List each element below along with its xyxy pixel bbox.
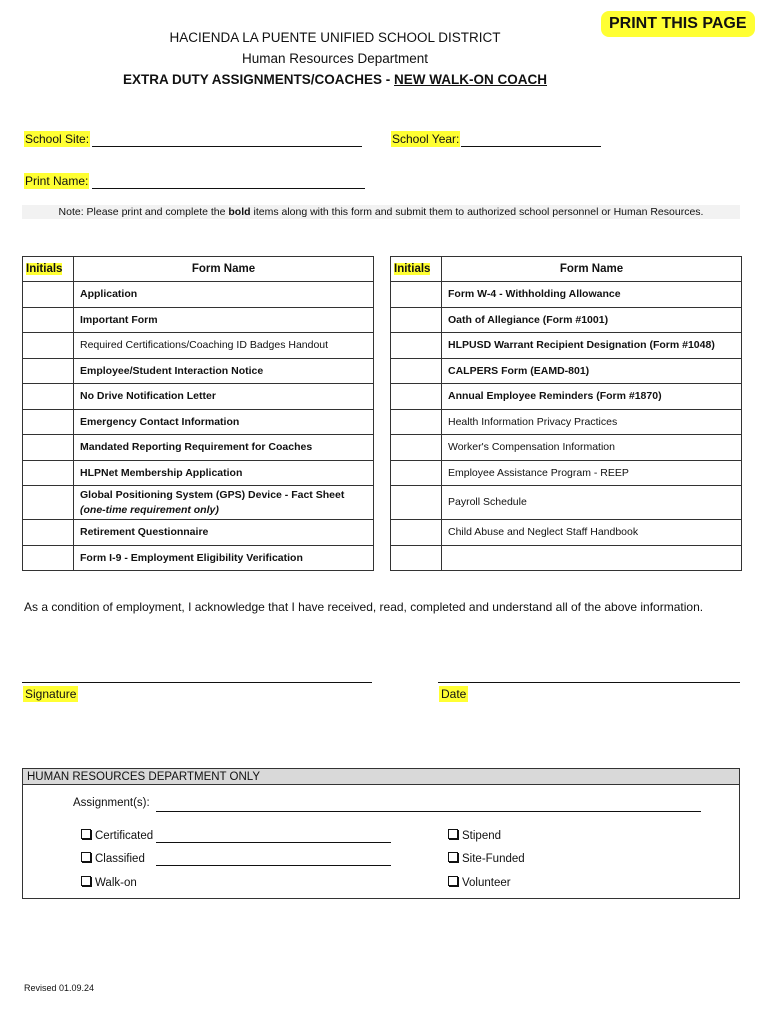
checkbox-icon[interactable] [448,829,458,839]
initials-cell[interactable] [391,409,442,435]
form-name-cell: Oath of Allegiance (Form #1001) [442,307,742,333]
date-label: Date [441,687,467,701]
initials-cell[interactable] [23,409,74,435]
revision-date: Revised 01.09.24 [24,983,95,993]
forms-table-left [22,256,374,571]
initials-cell[interactable] [391,307,442,333]
forms-table-right [390,256,742,571]
form-name-header: Form Name [442,257,742,282]
form-name-cell-empty [442,545,742,571]
checkbox-icon[interactable] [81,876,91,886]
form-name-cell: Application [74,282,374,308]
form-name-cell: Required Certifications/Coaching ID Badges Handout [74,333,374,359]
signature-label: Signature [25,687,77,701]
option-volunteer[interactable] [448,876,511,889]
form-name-cell: HLPNet Membership Application [74,460,374,486]
checkbox-icon[interactable] [448,876,458,886]
note-text-after: items along with this form and submit them to authorized school personnel or Human Resources. [250,206,704,218]
school-site-label: School Site: [25,132,90,146]
gps-row-main: Global Positioning System (GPS) Device - Fact Sheet [80,488,345,501]
initials-cell[interactable] [23,435,74,461]
option-certificated[interactable] [81,829,153,842]
hr-section-title: HUMAN RESOURCES DEPARTMENT ONLY [23,769,739,785]
print-name-label: Print Name: [25,174,89,188]
option-walk-on[interactable] [81,876,137,889]
gps-row-italic: (one-time requirement only) [80,503,219,516]
form-name-cell: Health Information Privacy Practices [442,409,742,435]
form-name-cell: No Drive Notification Letter [74,384,374,410]
checkbox-icon[interactable] [448,852,458,862]
form-title [0,72,720,87]
initials-header [23,257,74,282]
initials-cell[interactable] [23,460,74,486]
initials-cell[interactable] [391,486,442,520]
form-name-cell: Employee Assistance Program - REEP [442,460,742,486]
option-classified[interactable] [81,852,145,865]
checkbox-icon[interactable] [81,829,91,839]
initials-cell[interactable] [391,520,442,546]
option-volunteer-label: Volunteer [462,877,511,889]
option-stipend-label: Stipend [462,830,502,842]
form-name-cell: CALPERS Form (EAMD-801) [442,358,742,384]
form-name-cell: Payroll Schedule [442,486,742,520]
print-name-field[interactable] [92,174,365,189]
form-name-cell: Retirement Questionnaire [74,520,374,546]
form-name-cell: Employee/Student Interaction Notice [74,358,374,384]
form-name-header: Form Name [74,257,374,282]
form-name-cell: Worker's Compensation Information [442,435,742,461]
district-name: HACIENDA LA PUENTE UNIFIED SCHOOL DISTRICT [169,30,501,45]
form-name-cell: Form I-9 - Employment Eligibility Verification [74,545,374,571]
option-certificated-label: Certificated [95,830,154,842]
form-name-cell: Important Form [74,307,374,333]
form-name-cell: Emergency Contact Information [74,409,374,435]
initials-cell[interactable] [23,384,74,410]
checkbox-icon[interactable] [81,852,91,862]
option-stipend[interactable] [448,829,501,842]
option-site-funded-label: Site-Funded [462,853,525,865]
acknowledgement-text: As a condition of employment, I acknowledge that I have received, read, completed and understand all of the above information. [24,600,704,614]
initials-cell[interactable] [23,358,74,384]
department-name: Human Resources Department [241,51,429,66]
initials-cell[interactable] [23,486,74,520]
initials-header [391,257,442,282]
hr-department-section [22,768,740,899]
certificated-field[interactable] [156,828,391,843]
form-title-prefix: EXTRA DUTY ASSIGNMENTS/COACHES - [122,72,395,87]
initials-cell[interactable] [391,384,442,410]
initials-cell[interactable] [23,545,74,571]
initials-cell[interactable] [391,545,442,571]
assignment-field[interactable] [156,797,701,812]
classified-field[interactable] [156,851,391,866]
initials-cell[interactable] [23,333,74,359]
form-name-cell: Annual Employee Reminders (Form #1870) [442,384,742,410]
initials-cell[interactable] [391,333,442,359]
school-site-field[interactable] [92,132,362,147]
form-title-underlined: NEW WALK-ON COACH [394,72,547,87]
initials-cell[interactable] [23,282,74,308]
instruction-note [22,205,740,219]
assignment-label: Assignment(s): [73,797,150,809]
form-name-cell-gps [74,486,374,520]
form-name-cell: Child Abuse and Neglect Staff Handbook [442,520,742,546]
initials-header-label: Initials [26,263,63,275]
initials-cell[interactable] [23,307,74,333]
form-name-cell: Form W-4 - Withholding Allowance [442,282,742,308]
print-this-page-button[interactable]: PRINT THIS PAGE [603,13,753,35]
initials-cell[interactable] [391,358,442,384]
form-name-cell: Mandated Reporting Requirement for Coaches [74,435,374,461]
date-line[interactable] [438,682,740,683]
note-text-before: Note: Please print and complete the [58,206,229,218]
note-text-bold: bold [228,206,251,218]
option-classified-label: Classified [95,853,145,865]
initials-cell[interactable] [391,460,442,486]
option-walk-on-label: Walk-on [95,877,137,889]
initials-cell[interactable] [23,520,74,546]
signature-line[interactable] [22,682,372,683]
initials-header-label: Initials [394,263,431,275]
form-name-cell: HLPUSD Warrant Recipient Designation (Form #1048) [442,333,742,359]
school-year-label: School Year: [392,132,460,146]
school-year-field[interactable] [461,132,601,147]
option-site-funded[interactable] [448,852,525,865]
initials-cell[interactable] [391,435,442,461]
initials-cell[interactable] [391,282,442,308]
